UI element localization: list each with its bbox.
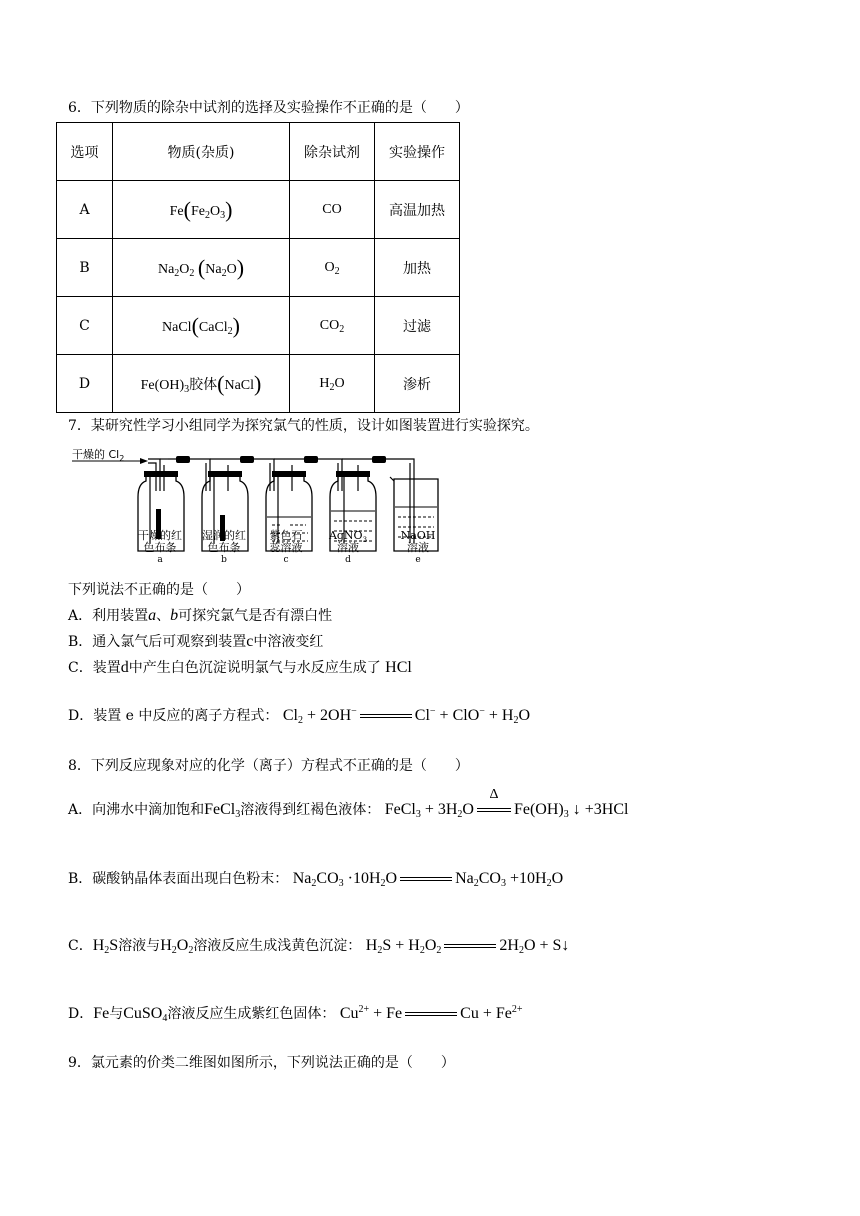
header-option: 选项: [57, 123, 113, 181]
q8-stem: 8．下列反应现象对应的化学（离子）方程式不正确的是（ ）: [68, 758, 469, 774]
table-row: [57, 297, 460, 355]
table-header-row: [57, 123, 460, 181]
q8-option-d: D．Fe与CuSO$_4$溶液反应生成紫红色固体： $Cu^{2+} + Fe$ $Cu + Fe^{2+}$: [68, 1004, 523, 1024]
row-operation: 渗析: [375, 355, 460, 413]
row-operation: 过滤: [375, 297, 460, 355]
table-row: [57, 181, 460, 239]
bottle-e-label: NaOH 溶液 e: [400, 529, 436, 565]
row-substance: $Na_2O_2$ $(Na_2O)$: [113, 239, 290, 297]
row-option: A: [57, 181, 113, 239]
row-option: D: [57, 355, 113, 413]
row-reagent: CO: [290, 181, 375, 239]
bottle-b-label: 湿润的红 色布条 b: [202, 529, 246, 565]
row-option: B: [57, 239, 113, 297]
q7-option-b: B．通入氯气后可观察到装置c中溶液变红: [68, 633, 324, 650]
q7-option-c: C．装置d中产生白色沉淀说明氯气与水反应生成了 HCl: [68, 659, 412, 676]
row-operation: 高温加热: [375, 181, 460, 239]
row-option: C: [57, 297, 113, 355]
header-substance: 物质(杂质): [113, 123, 290, 181]
row-reagent: $H_2O$: [290, 355, 375, 413]
q6-stem: 6．下列物质的除杂中试剂的选择及实验操作不正确的是（ ）: [68, 100, 469, 116]
bottle-d-label: AgNO$_3$ 溶液 d: [328, 529, 368, 565]
table-row: [57, 355, 460, 413]
q7-option-a: A．利用装置a、b可探究氯气是否有漂白性: [68, 607, 333, 624]
header-operation: 实验操作: [375, 123, 460, 181]
row-reagent: $O_2$: [290, 239, 375, 297]
q7-stem: 7．某研究性学习小组同学为探究氯气的性质，设计如图装置进行实验探究。: [68, 418, 539, 434]
bottle-a-label: 干燥的红 色布条 a: [138, 529, 182, 565]
header-reagent: 除杂试剂: [290, 123, 375, 181]
q7-prompt: 下列说法不正确的是（ ）: [68, 582, 250, 598]
row-substance: $Fe(OH)_3$胶体(NaCl): [113, 355, 290, 413]
q8-option-c: C．$H_2S$溶液与$H_2O_2$溶液反应生成浅黄色沉淀： $H_2S + H_2O_2$ $2H_2O$ + S↓: [68, 937, 570, 956]
row-substance: $Fe(Fe_2O_3)$: [113, 181, 290, 239]
table-row: [57, 239, 460, 297]
bottle-c-label: 紫色石 蕊溶液 c: [269, 529, 303, 565]
q8-option-b: B．碳酸钠晶体表面出现白色粉末： $Na_2CO_3 \cdot 10H_2O$ $Na_2CO_3 +10H_2O$: [68, 870, 564, 889]
q7-option-d: D．装置 e 中反应的离子方程式： $Cl_2 + 2OH^-$ $Cl^- + ClO^- + H_2O$: [68, 706, 531, 726]
row-substance: NaCl(CaCl$_2$): [113, 297, 290, 355]
row-operation: 加热: [375, 239, 460, 297]
inlet-label: 干燥的 $Cl_2$: [72, 448, 125, 463]
q9-stem: 9．氯元素的价类二维图如图所示，下列说法正确的是（ ）: [68, 1055, 455, 1071]
row-reagent: $CO_2$: [290, 297, 375, 355]
q6-options-table: [56, 122, 460, 413]
q8-option-a: A．向沸水中滴加饱和FeCl$_3$溶液得到红褐色液体： FeCl$_3$ + $3H_2O$ Δ $Fe(OH)_3$ ↓ +3HCl: [68, 787, 629, 820]
